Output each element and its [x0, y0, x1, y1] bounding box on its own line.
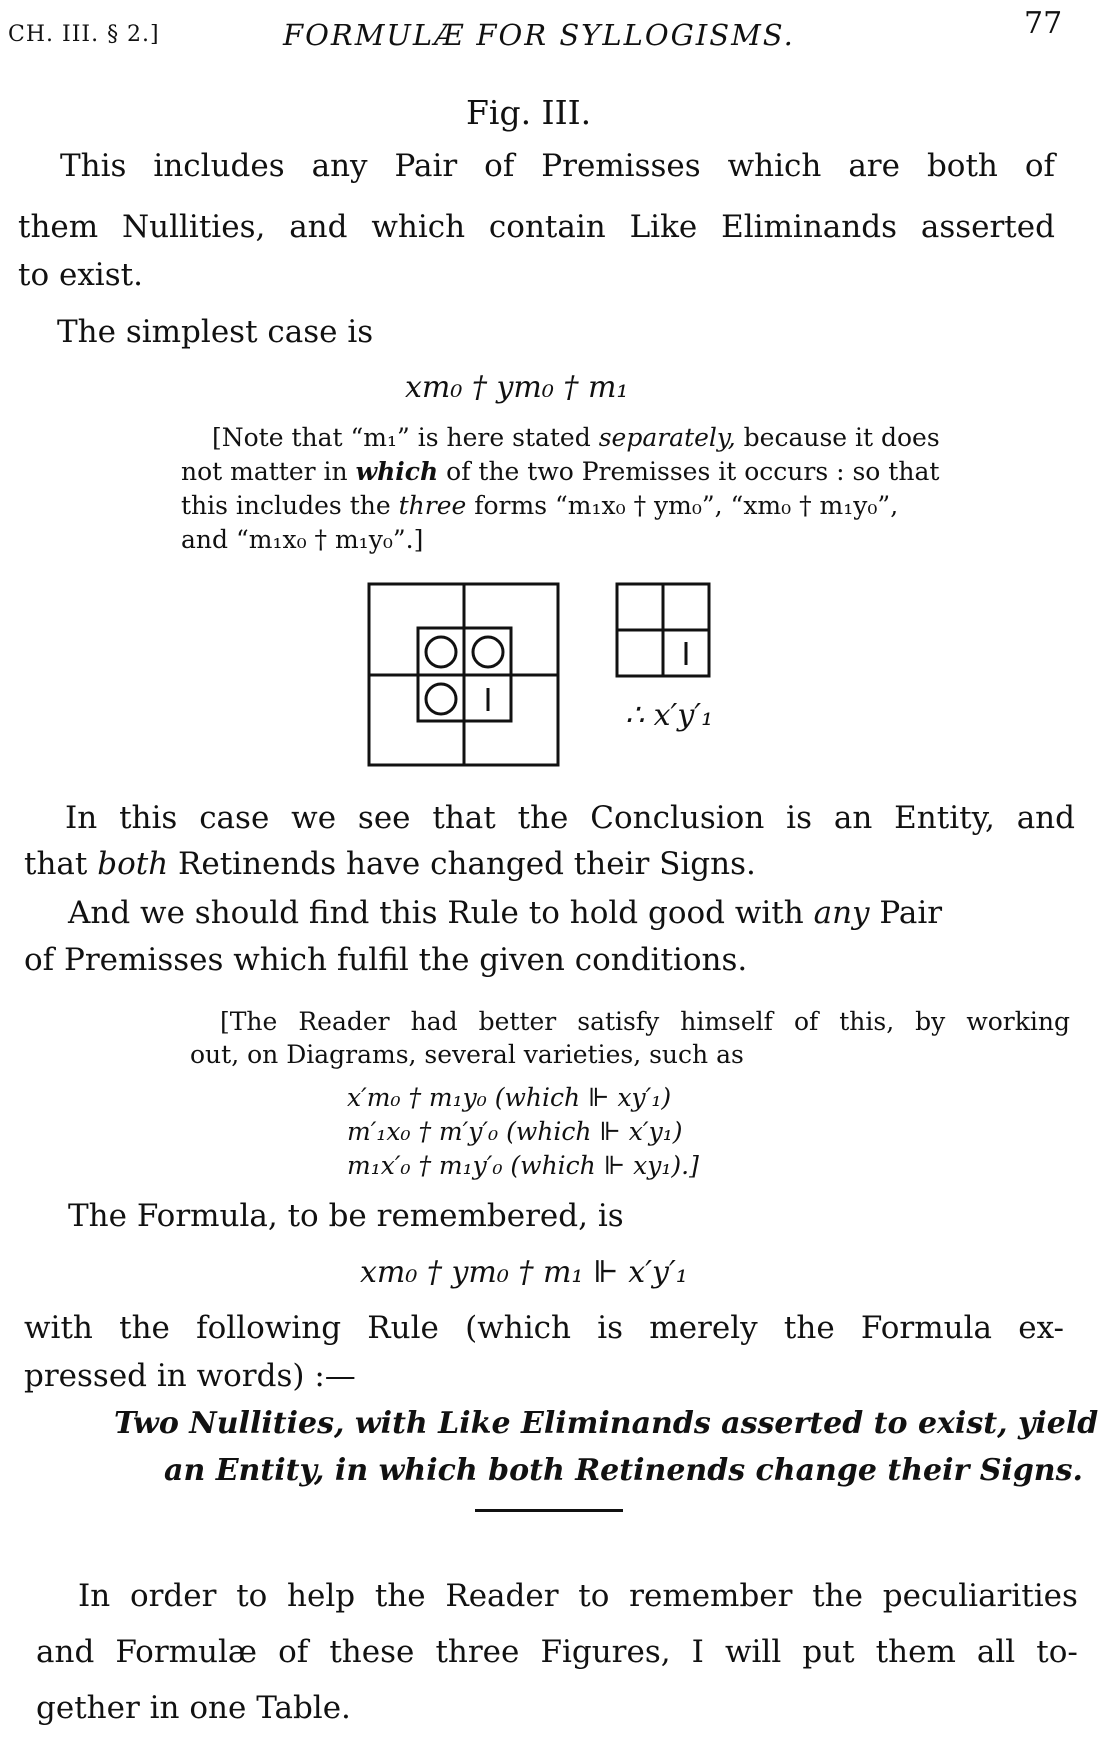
body-text: Retinends have changed their Signs.	[178, 846, 756, 882]
word: any	[311, 148, 368, 184]
word: [The	[220, 1007, 278, 1036]
word: following	[196, 1310, 342, 1346]
word: (which	[465, 1310, 571, 1346]
main-formula: xm₀ † ym₀ † m₁	[405, 370, 629, 405]
word: better	[478, 1007, 557, 1036]
large-diagram-inner	[418, 628, 511, 721]
word: Nullities,	[122, 209, 266, 245]
chapter-reference: CH. III. § 2.]	[8, 22, 160, 47]
note-emphasis: separately,	[598, 423, 736, 452]
figure-title: Fig. III.	[466, 93, 592, 132]
diagram-conclusion: ∴ x′y′₁	[625, 698, 714, 733]
full-formula: xm₀ † ym₀ † m₁ ⊩ x′y′₁	[360, 1255, 688, 1290]
small-diagram-outer	[617, 584, 709, 676]
note-text: forms “m₁x₀ † ym₀”, “xm₀ † m₁y₀”,	[474, 491, 899, 520]
rule-intro-line-1	[24, 1310, 1064, 1346]
large-diagram-outer	[369, 584, 558, 765]
intro-line-3: to exist.	[18, 257, 143, 293]
note2-line-1	[220, 1007, 1070, 1036]
word: are	[848, 148, 900, 184]
closing-line-3: gether in one Table.	[36, 1690, 351, 1726]
word: the	[812, 1578, 863, 1614]
note1-line-2	[181, 457, 939, 486]
word: and	[36, 1634, 95, 1670]
word: I	[691, 1634, 704, 1670]
word: working	[966, 1007, 1070, 1036]
closing-line-1	[78, 1578, 1078, 1614]
page-number: 77	[1024, 6, 1063, 41]
word: all	[976, 1634, 1016, 1670]
result-line-2	[24, 846, 756, 882]
word: these	[329, 1634, 415, 1670]
word: Entity,	[894, 800, 995, 836]
word: This	[60, 148, 127, 184]
word: the	[783, 1310, 835, 1346]
word: Figures,	[540, 1634, 671, 1670]
word: Eliminands	[721, 209, 897, 245]
note1-line-3	[181, 491, 898, 520]
word: both	[926, 148, 998, 184]
word: of	[484, 148, 515, 184]
note2-example-2: m′₁x₀ † m′y′₀ (which ⊩ x′y₁)	[347, 1117, 683, 1146]
body-text: Pair	[879, 895, 943, 931]
word: the	[374, 1578, 426, 1614]
body-text: And we should find this Rule to hold good with	[68, 895, 804, 931]
word: case	[199, 800, 270, 836]
word: them	[18, 209, 99, 245]
word: Conclusion	[590, 800, 765, 836]
rule-line-2: an Entity, in which both Retinends change their Signs.	[164, 1453, 1083, 1488]
word: had	[410, 1007, 458, 1036]
note-text: of the two Premisses it occurs : so that	[446, 457, 940, 486]
word: merely	[649, 1310, 758, 1346]
large-diagram	[369, 584, 558, 765]
intro-line-1	[60, 148, 1055, 184]
formula-intro: The Formula, to be remembered, is	[68, 1198, 624, 1234]
closing-line-2	[36, 1634, 1078, 1670]
body-emphasis: both	[97, 846, 169, 882]
rule-line-1: Two Nullities, with Like Eliminands asserted to exist, yield	[114, 1406, 1099, 1441]
word: this	[119, 800, 178, 836]
word: see	[357, 800, 411, 836]
word: includes	[153, 148, 285, 184]
word: Formulæ	[115, 1634, 258, 1670]
word: to	[236, 1578, 268, 1614]
result-line-1	[65, 800, 1075, 836]
word: In	[65, 800, 98, 836]
cell-zero-mark	[426, 684, 456, 714]
note2-example-1: x′m₀ † m₁y₀ (which ⊩ xy′₁)	[347, 1083, 672, 1112]
word: which	[727, 148, 822, 184]
word: ex-	[1018, 1310, 1064, 1346]
intro-line-2	[18, 209, 1055, 245]
result-line-4: of Premisses which fulfil the given conditions.	[24, 942, 748, 978]
running-title: FORMULÆ FOR SYLLOGISMS.	[283, 18, 795, 52]
word: order	[129, 1578, 217, 1614]
small-diagram	[617, 584, 709, 676]
note2-example-3: m₁x′₀ † m₁y′₀ (which ⊩ xy₁).]	[347, 1151, 699, 1180]
word: Pair	[394, 148, 458, 184]
word: that	[432, 800, 496, 836]
word: of	[278, 1634, 309, 1670]
word: himself	[680, 1007, 773, 1036]
word: the	[119, 1310, 170, 1346]
cell-zero-mark	[473, 637, 503, 667]
word: Reader	[298, 1007, 390, 1036]
word: Reader	[445, 1578, 559, 1614]
word: is	[597, 1310, 624, 1346]
body-text: that	[24, 846, 88, 882]
word: of	[793, 1007, 819, 1036]
word: asserted	[920, 209, 1055, 245]
word: and	[289, 209, 348, 245]
simplest-case-text: The simplest case is	[57, 314, 374, 350]
note-text: not matter in	[181, 457, 348, 486]
word: them	[875, 1634, 956, 1670]
word: remember	[629, 1578, 793, 1614]
word: satisfy	[577, 1007, 660, 1036]
word: and	[1016, 800, 1075, 836]
word: help	[287, 1578, 356, 1614]
note-text: because it does	[743, 423, 940, 452]
word: to-	[1036, 1634, 1078, 1670]
word: by	[915, 1007, 946, 1036]
word: Formula	[860, 1310, 992, 1346]
note-emphasis: which	[355, 457, 439, 486]
note1-line-4: and “m₁x₀ † m₁y₀”.]	[181, 525, 424, 554]
word: put	[802, 1634, 855, 1670]
word: with	[24, 1310, 93, 1346]
section-divider	[475, 1509, 623, 1512]
word: of	[1024, 148, 1055, 184]
word: will	[724, 1634, 782, 1670]
word: which	[371, 209, 466, 245]
word: an	[833, 800, 873, 836]
word: Rule	[367, 1310, 439, 1346]
word: this,	[839, 1007, 895, 1036]
word: contain	[488, 209, 606, 245]
note-text: this includes the	[181, 491, 391, 520]
result-line-3	[68, 895, 942, 931]
cell-zero-mark	[426, 637, 456, 667]
word: peculiarities	[882, 1578, 1078, 1614]
word: Like	[629, 209, 698, 245]
word: three	[435, 1634, 520, 1670]
body-emphasis: any	[813, 895, 870, 931]
note1-line-1	[212, 423, 940, 452]
note-emphasis: three	[398, 491, 467, 520]
word: In	[78, 1578, 111, 1614]
note-text: [Note that “m₁” is here stated	[212, 423, 591, 452]
word: we	[291, 800, 337, 836]
word: Premisses	[541, 148, 701, 184]
rule-intro-line-2: pressed in words) :—	[24, 1358, 356, 1394]
word: to	[578, 1578, 610, 1614]
word: the	[517, 800, 569, 836]
note2-line-2: out, on Diagrams, several varieties, such as	[190, 1040, 744, 1069]
word: is	[786, 800, 812, 836]
